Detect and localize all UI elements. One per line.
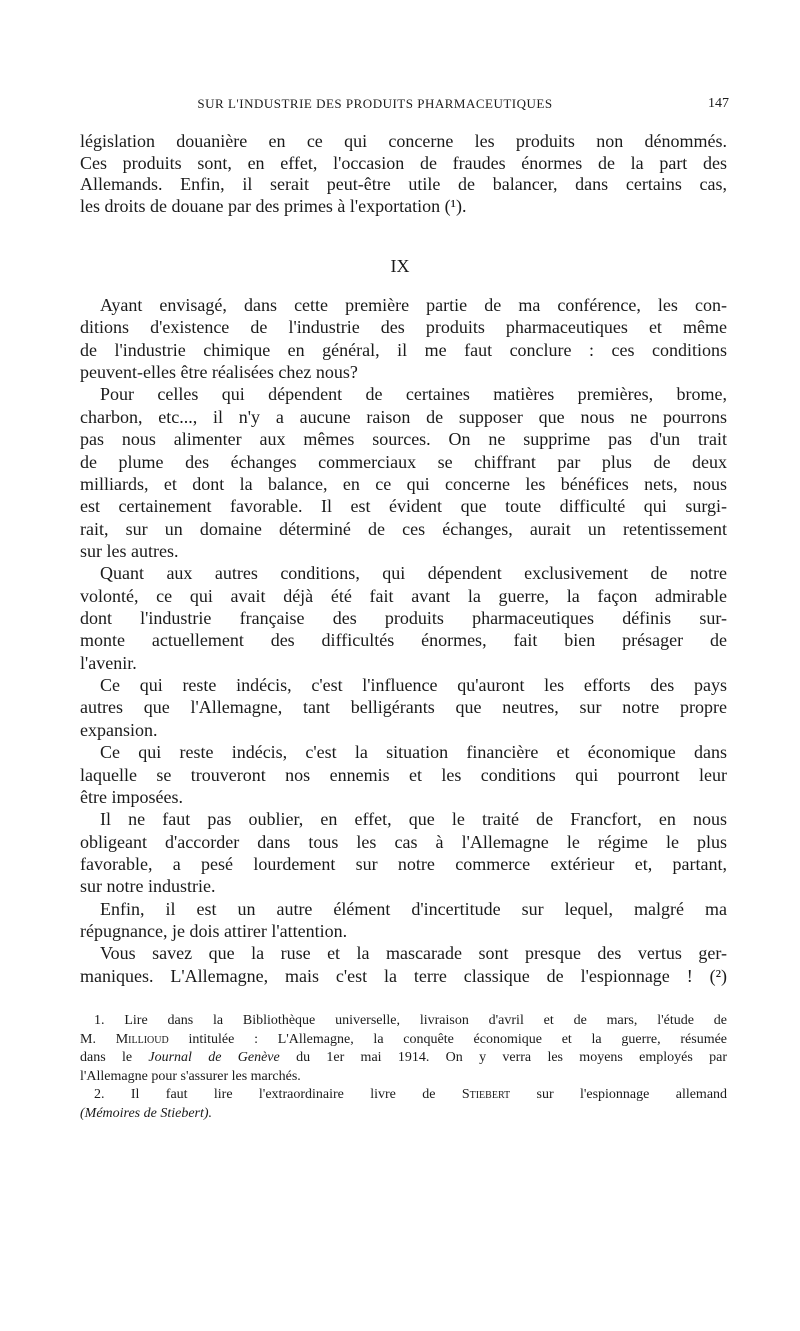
- text-line: sur les autres.: [80, 540, 179, 561]
- text: du 1er mai 1914. On y verra les moyens employés par: [296, 1050, 728, 1066]
- footnote-1-line: l'Allemagne pour s'assurer les marchés.: [80, 1068, 301, 1084]
- text-line: Il ne faut pas oublier, en effet, que le traité de Francfort, en nous: [100, 809, 727, 830]
- text: dans le: [80, 1050, 133, 1066]
- text: M.: [80, 1031, 96, 1047]
- text-line: pas nous alimenter aux mêmes sources. On ne supprime pas d'un trait: [80, 429, 727, 450]
- author-name: Millioud: [115, 1031, 169, 1047]
- text-line: rait, sur un domaine déterminé de ces échanges, aurait un retentissement: [80, 518, 727, 539]
- text-line: favorable, a pesé lourdement sur notre commerce extérieur et, partant,: [80, 853, 727, 874]
- text-line: législation douanière en ce qui concerne les produits non dénommés.: [80, 131, 727, 151]
- text: 2. Il faut lire l'extraordinaire livre de: [94, 1087, 436, 1103]
- text: intitulée : L'Allemagne, la conquête économique et la guerre, résumée: [188, 1031, 728, 1047]
- footnote-1-line: [80, 1049, 727, 1068]
- footnote-1-line: [80, 1031, 727, 1050]
- journal-title: Journal de Genève: [148, 1050, 280, 1066]
- text-line: autres que l'Allemagne, tant belligérants que neutres, sur notre propre: [80, 697, 727, 718]
- text-line: répugnance, je dois attirer l'attention.: [80, 921, 348, 942]
- text-line: peuvent-elles être réalisées chez nous?: [80, 362, 358, 383]
- text-line: est certainement favorable. Il est évident que toute difficulté qui surgi-: [80, 496, 727, 517]
- text-line: Enfin, il est un autre élément d'incertitude sur lequel, malgré ma: [100, 898, 727, 919]
- footnotes: [80, 1012, 727, 1124]
- text: sur l'espionnage allemand: [536, 1087, 728, 1103]
- text-line: maniques. L'Allemagne, mais c'est la terre classique de l'espionnage ! (²): [80, 965, 727, 986]
- text-line: Vous savez que la ruse et la mascarade sont presque des vertus ger-: [100, 943, 727, 964]
- page-number: 147: [708, 96, 729, 111]
- text-line: de plume des échanges commerciaux se chiffrant par plus de deux: [80, 451, 727, 472]
- body-text: [80, 294, 727, 987]
- text-line: volonté, ce qui avait déjà été fait avant la guerre, la façon admirable: [80, 585, 727, 606]
- running-title: SUR L'INDUSTRIE DES PRODUITS PHARMACEUTIQUES: [197, 96, 553, 111]
- text-line: Ces produits sont, en effet, l'occasion de fraudes énormes de la part des: [80, 152, 727, 173]
- text-line: Ce qui reste indécis, c'est la situation financière et économique dans: [100, 742, 727, 763]
- footnote-2-line: [80, 1086, 727, 1105]
- text-line: obligeant d'accorder dans tous les cas à l'Allemagne le régime le plus: [80, 831, 727, 852]
- text-line: ditions d'existence de l'industrie des produits pharmaceutiques et même: [80, 317, 727, 338]
- author-name: Stiebert: [461, 1087, 511, 1103]
- text-line: sur notre industrie.: [80, 876, 216, 897]
- text-line: les droits de douane par des primes à l'exportation (¹).: [80, 196, 467, 217]
- text-line: l'avenir.: [80, 652, 137, 673]
- text-line: Quant aux autres conditions, qui dépendent exclusivement de notre: [100, 563, 727, 584]
- text-line: expansion.: [80, 719, 158, 740]
- text-line: Ayant envisagé, dans cette première partie de ma conférence, les con-: [100, 295, 727, 315]
- text-line: dont l'industrie française des produits pharmaceutiques définis sur-: [80, 608, 727, 629]
- text-line: monte actuellement des difficultés énormes, fait bien présager de: [80, 630, 727, 651]
- text-line: milliards, et dont la balance, en ce qui concerne les bénéfices nets, nous: [80, 473, 727, 494]
- footnote-1-line: 1. Lire dans la Bibliothèque universelle, livraison d'avril et de mars, l'étude de: [94, 1013, 727, 1028]
- text-line: de l'industrie chimique en général, il me faut conclure : ces conditions: [80, 339, 727, 360]
- section-heading: IX: [390, 256, 410, 276]
- text-line: être imposées.: [80, 786, 183, 807]
- footnote-2-line: (Mémoires de Stiebert).: [80, 1105, 213, 1121]
- text-line: Pour celles qui dépendent de certaines matières premières, brome,: [100, 384, 727, 405]
- text-line: Ce qui reste indécis, c'est l'influence qu'auront les efforts des pays: [100, 675, 727, 696]
- text-line: laquelle se trouveront nos ennemis et les conditions qui pourront leur: [80, 764, 727, 785]
- paragraph-top: [80, 131, 727, 218]
- text-line: charbon, etc..., il n'y a aucune raison de supposer que nous ne pourrons: [80, 406, 727, 427]
- text-line: Allemands. Enfin, il serait peut-être utile de balancer, dans certains cas,: [80, 174, 727, 195]
